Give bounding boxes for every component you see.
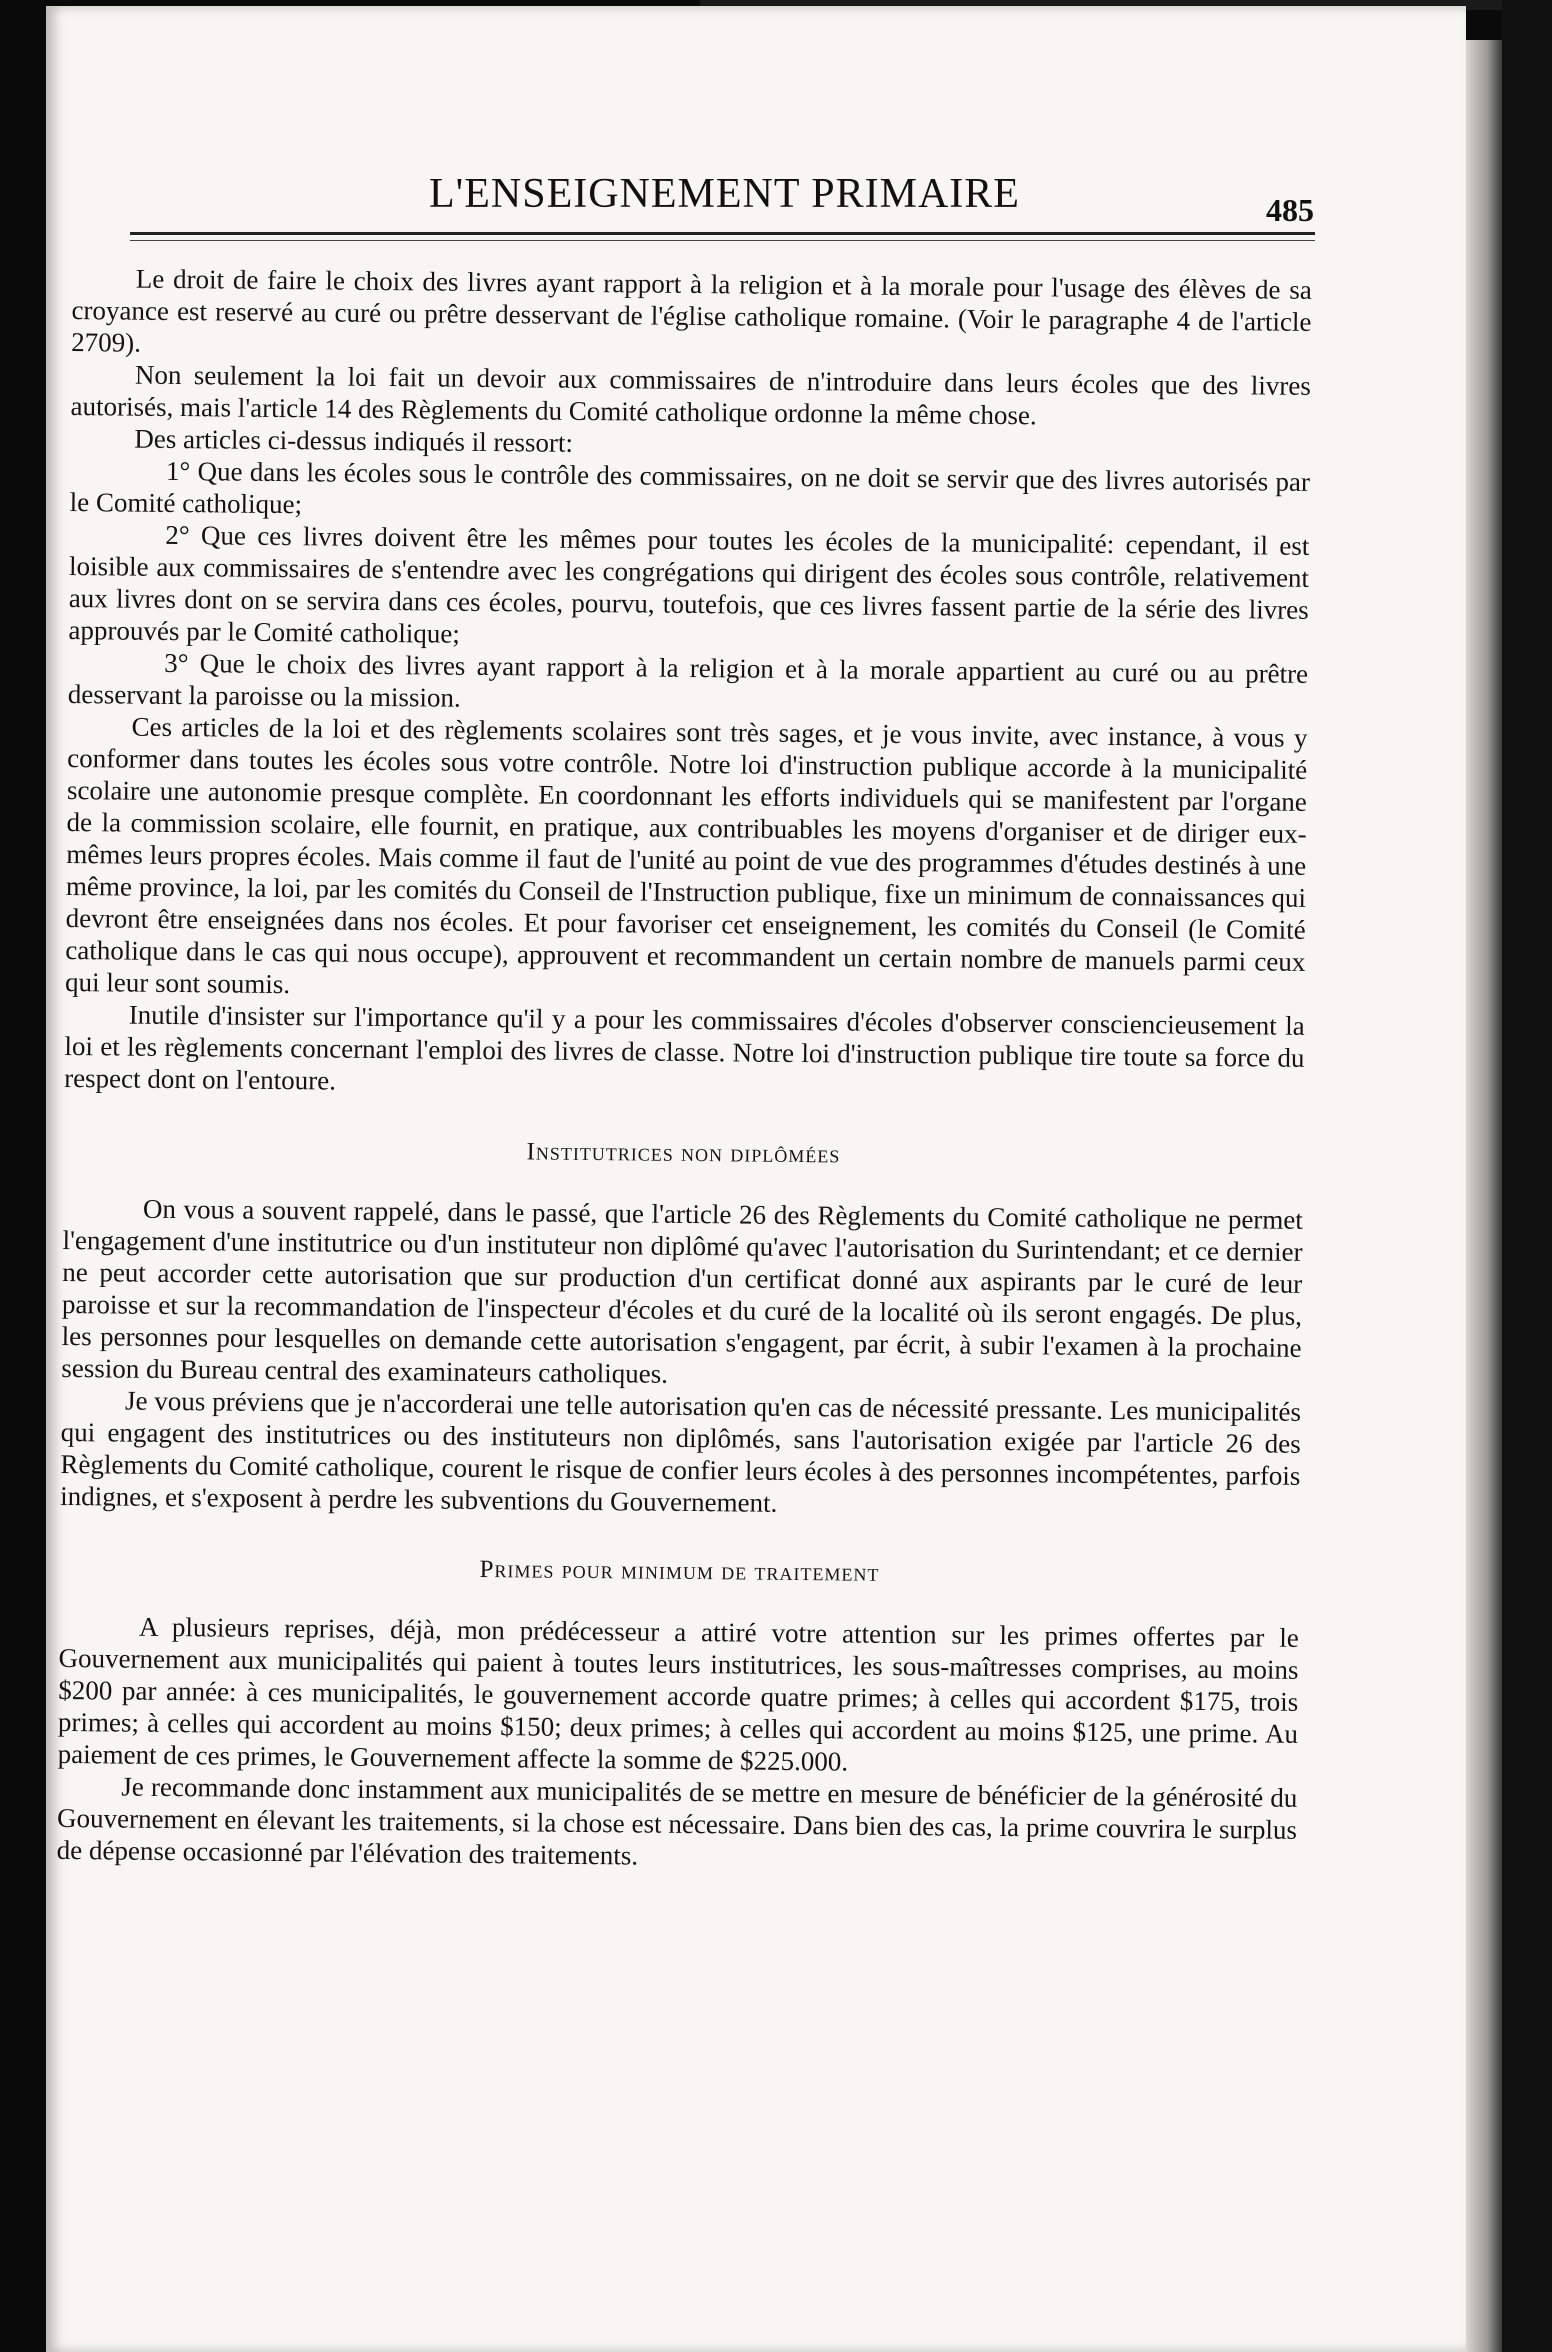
paragraph: On vous a souvent rappelé, dans le passé, que l'article 26 des Règlements du Comité catholique ne permet l'engagement d'une institutrice ou d'un instituteur non diplômé qu'avec l'autorisation du Surintendant; et ce dernier ne peut accorder cette autorisation que sur production d'un certificat donné aux aspirants par le curé de leur paroisse et sur la recommandation de l'inspecteur d'écoles et du curé de la localité où ils seront engagés. De plus, les personnes pour lesquelles on demande cette autorisation s'engagent, par écrit, à subir l'examen à la prochaine session du Bureau central des examinateurs catholiques. [61,1193,1304,1389]
page-body [57,262,1312,1878]
list-item: 1° Que dans les écoles sous le contrôle des commissaires, on ne doit se servir que des livres autorisés par le Comité catholique; [69,455,1311,520]
scan-border-left [0,0,46,2352]
page-number: 485 [1266,192,1314,228]
header-rule-thin [130,240,1315,241]
paragraph: Je recommande donc instamment aux municipalités de se mettre en mesure de bénéficier de la générosité du Gouvernement en élevant les traitements, si la chose est nécessaire. Dans bien des cas, la prime couvrira le surplus de dépense occasionné par l'élévation des traitements. [56,1771,1298,1871]
paragraph: A plusieurs reprises, déjà, mon prédécesseur a attiré votre attention sur les primes offertes par le Gouvernement aux municipalités qui paient à toutes leurs institutrices, les sous-maîtresses comprises, au moins $200 par année: à ces municipalités, le gouvernement accorde quatre primes; à celles qui accordent $175, trois primes; à celles qui accordent au moins $150; deux primes; à celles qui accordent au moins $125, une prime. Au paiement de ces primes, le Gouvernement affecte la somme de $225.000. [57,1611,1299,1777]
list-item: 3° Que le choix des livres ayant rapport à la religion et à la morale appartient au curé ou au prêtre desservant la paroisse ou la mission. [67,647,1309,713]
paragraph: Je vous préviens que je n'accorderai une telle autorisation qu'en cas de nécessité pressante. Les municipalités qui engagent des institutrices ou des instituteurs non diplômés, sans l'autorisation exigée par l'article 26 des Règlements du Comité catholique, courent le risque de confier leurs écoles à des personnes incompétentes, parfois indignes, et s'exposent à perdre les subventions du Gouvernement. [60,1385,1302,1518]
header-rule [130,232,1315,235]
paragraph: Le droit de faire le choix des livres ayant rapport à la religion et à la morale pour l'usage des élèves de sa croyance est reservé au curé ou prêtre desservant de l'église catholique romaine. (Voir le paragraphe 4 de l'article 2709). [71,263,1312,358]
scan-border-right [1502,0,1552,2352]
paragraph: Inutile d'insister sur l'importance qu'il y a pour les commissaires d'écoles d'observer consciencieusement la loi et les règlements concernant l'emploi des livres de classe. Notre loi d'instruction publique tire toute sa force du respect dont on l'entoure. [64,999,1305,1096]
paragraph: Ces articles de la loi et des règlements scolaires sont très sages, et je vous invite, avec instance, à vous y conformer dans toutes les écoles sous votre contrôle. Notre loi d'instruction publique accorde à la municipalité scolaire une autonomie presque complète. En coordonnant les efforts individuels qui se manifestent par l'organe de la commission scolaire, elle fournit, en pratique, aux contribuables les moyens d'organiser et de diriger eux-mêmes leurs propres écoles. Mais comme il faut de l'unité au point de vue des programmes d'études destinés à une même province, la loi, par les comités du Conseil de l'Instruction publique, fixe un minimum de connaissances qui devront être enseignées dans nos écoles. Et pour favoriser cet enseignement, les comités du Conseil (le Comité catholique dans le cas qui nous occupe), approuvent et recommandent un certain nombre de manuels parmi ceux qui leur sont soumis. [64,711,1308,1000]
paragraph: Non seulement la loi fait un devoir aux commissaires de n'introduire dans leurs écoles que des livres autorisés, mais l'article 14 des Règlements du Comité catholique ordonne la même chose. [70,359,1312,431]
paragraph: Des articles ci-dessus indiqués il ressort: [134,423,574,458]
section-heading: Institutrices non diplômées [526,1138,841,1169]
running-title: L'ENSEIGNEMENT PRIMAIRE [429,171,1020,217]
page-header [84,170,1314,230]
section-heading: Primes pour minimum de traitement [479,1555,880,1587]
page-edge-shadow [1466,40,1502,2352]
list-item: 2° Que ces livres doivent être les mêmes pour toutes les écoles de la municipalité: cependant, il est loisible aux commissaires de s'entendre avec les congrégations qui dirigent des écoles sous contrôle, relativement aux livres dont on se servira dans ces écoles, pourvu, toutefois, que ces livres fassent partie de la série des livres approuvés par le Comité catholique; [68,519,1310,649]
